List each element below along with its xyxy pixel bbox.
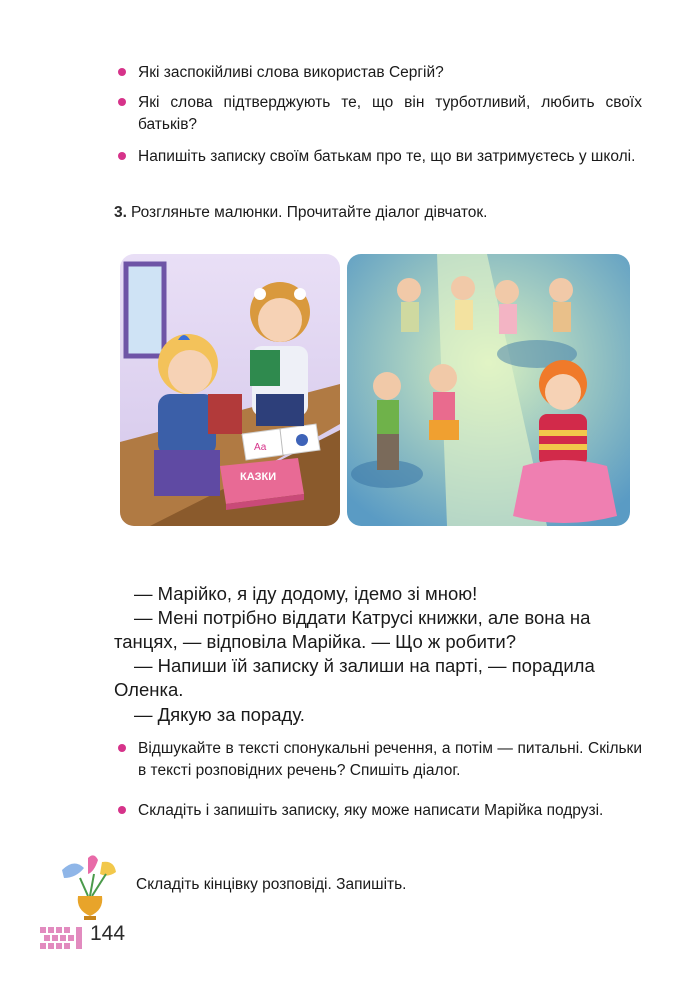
flower-vase-icon	[58, 852, 120, 922]
bullet-icon	[118, 744, 126, 752]
question-item: Відшукайте в тексті спонукальні речення, а потім — питальні. Скільки в тексті розповідних речень? Спишіть діалог.	[114, 738, 642, 782]
task-number: 3.	[114, 204, 127, 221]
bullet-icon	[118, 68, 126, 76]
bullet-icon	[118, 98, 126, 106]
task-3	[114, 204, 487, 222]
question-item: Напишіть записку своїм батькам про те, що ви затримуєтесь у школі.	[114, 146, 642, 168]
svg-text:Аа: Аа	[254, 442, 267, 453]
dialogue-line: — Дякую за пораду.	[134, 704, 305, 725]
question-item: Які слова підтверджують те, що він турботливий, любить своїх батьків?	[114, 92, 642, 136]
final-task: Складіть кінцівку розповіді. Запишіть.	[136, 876, 407, 893]
book-title: КАЗКИ	[240, 471, 277, 483]
page-number: 144	[90, 922, 126, 945]
illustration	[120, 254, 630, 526]
bullet-icon	[118, 152, 126, 160]
dialogue-line: — Марійко, я іду додому, ідемо зі мною!	[134, 583, 478, 604]
question-item: Які заспокійливі слова використав Сергій?	[114, 62, 642, 84]
ornament-icon	[38, 923, 86, 951]
bullet-icon	[118, 806, 126, 814]
task-text: Розгляньте малюнки. Прочитайте діалог дівчаток.	[130, 204, 488, 221]
dialogue-line: — Мені потрібно віддати Катрусі книжки, але вона на	[134, 607, 591, 628]
dialogue-line: танцях, — відповіла Марійка. — Що ж робити?	[114, 631, 516, 652]
dialogue-line: — Напиши їй записку й залиши на парті, — порадила	[134, 655, 595, 676]
question-item: Складіть і запишіть записку, яку може написати Марійка подрузі.	[114, 800, 642, 822]
dance-class-picture	[347, 254, 630, 526]
dialogue-line: Оленка.	[114, 679, 184, 700]
classroom-picture	[120, 254, 340, 526]
